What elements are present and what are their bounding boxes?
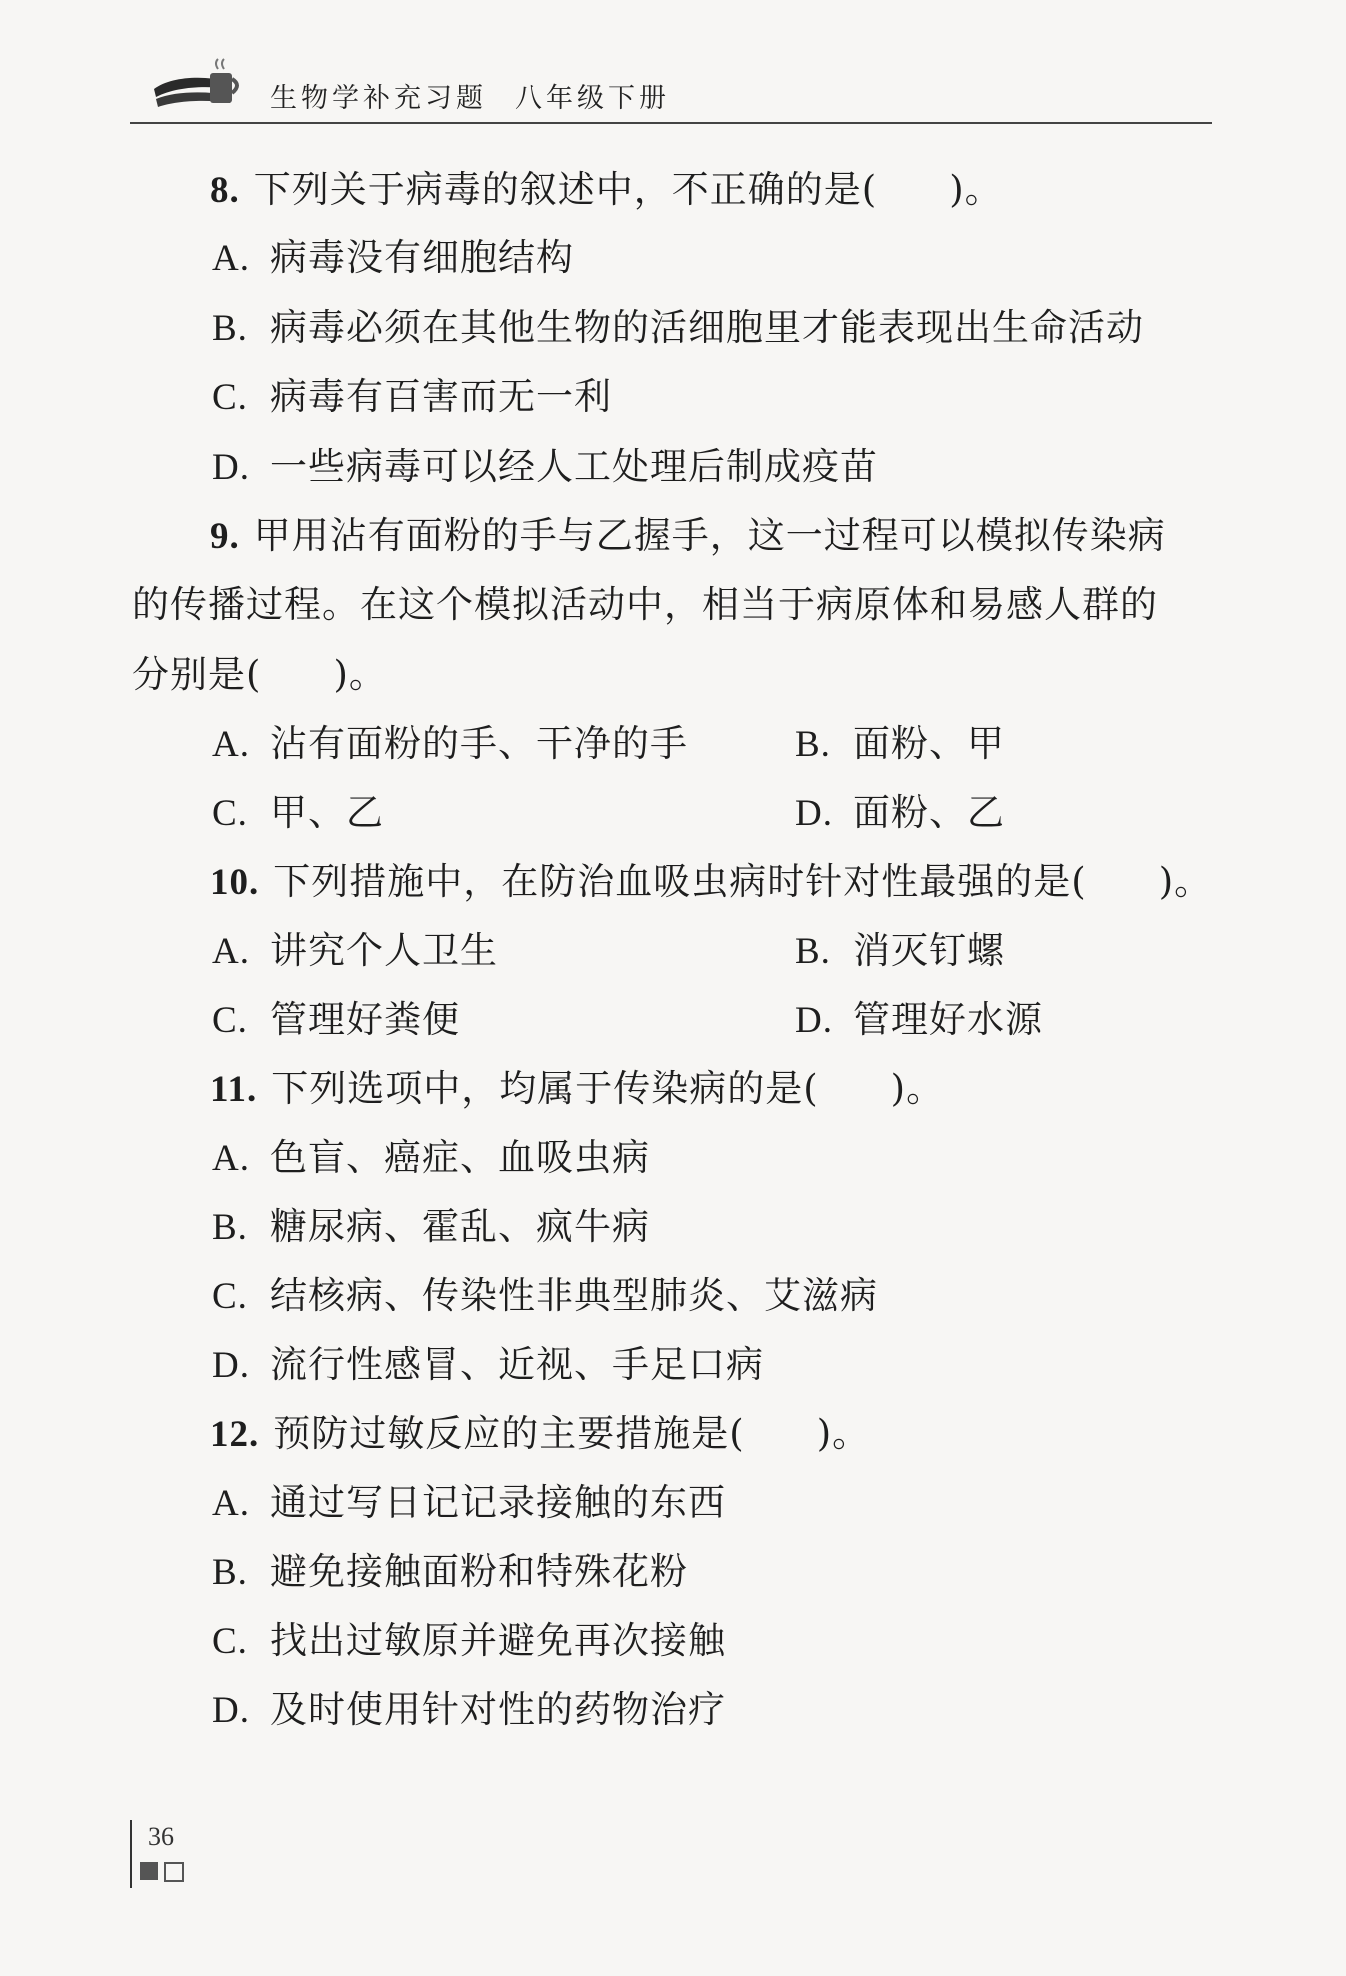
question-9-stem-line-1: 9. 甲用沾有面粉的手与乙握手，这一过程可以模拟传染病: [210, 514, 1166, 557]
question-8-option-c: C. 病毒有百害而无一利: [212, 375, 612, 418]
question-number: 12.: [210, 1414, 260, 1455]
question-number: 11.: [210, 1069, 258, 1110]
grade-volume: 八年级下册: [515, 83, 670, 114]
question-8-option-b: B. 病毒必须在其他生物的活细胞里才能表现出生命活动: [212, 306, 1144, 349]
question-8-option-d: D. 一些病毒可以经人工处理后制成疫苗: [212, 445, 878, 488]
question-11-option-a: A. 色盲、癌症、血吸虫病: [212, 1136, 650, 1179]
question-12-option-d: D. 及时使用针对性的药物治疗: [212, 1688, 726, 1731]
question-number: 8.: [210, 170, 240, 211]
empty-square-mark: [164, 1862, 184, 1882]
question-8-stem: 8. 下列关于病毒的叙述中，不正确的是( )。: [210, 168, 1003, 211]
books-and-cup-icon: [150, 55, 245, 117]
running-header: [270, 76, 670, 115]
page-number: 36: [148, 1822, 174, 1851]
question-11-option-d: D. 流行性感冒、近视、手足口病: [212, 1343, 764, 1386]
header-divider: [130, 122, 1212, 124]
question-number: 9.: [210, 516, 240, 557]
question-number: 10.: [210, 862, 260, 903]
footer-divider: [130, 1820, 132, 1888]
filled-square-mark: [140, 1862, 158, 1880]
question-9-option-b: B. 面粉、甲: [795, 722, 1005, 765]
question-11-stem: 11. 下列选项中，均属于传染病的是( )。: [210, 1067, 945, 1110]
question-10-option-b: B. 消灭钉螺: [795, 929, 1005, 972]
question-11-option-c: C. 结核病、传染性非典型肺炎、艾滋病: [212, 1274, 878, 1317]
question-10-stem: 10. 下列措施中，在防治血吸虫病时针对性最强的是( )。: [210, 860, 1213, 903]
question-10-option-c: C. 管理好粪便: [212, 998, 460, 1041]
question-12-option-b: B. 避免接触面粉和特殊花粉: [212, 1550, 688, 1593]
question-9-stem-line-3: 分别是( )。: [132, 653, 387, 696]
question-10-option-d: D. 管理好水源: [795, 998, 1043, 1041]
question-9-option-a: A. 沾有面粉的手、干净的手: [212, 722, 688, 765]
question-12-option-c: C. 找出过敏原并避免再次接触: [212, 1619, 726, 1662]
question-8-option-a: A. 病毒没有细胞结构: [212, 236, 574, 279]
book-title: 生物学补充习题: [270, 83, 487, 114]
question-10-option-a: A. 讲究个人卫生: [212, 929, 498, 972]
question-9-option-d: D. 面粉、乙: [795, 791, 1005, 834]
question-11-option-b: B. 糖尿病、霍乱、疯牛病: [212, 1205, 650, 1248]
question-12-stem: 12. 预防过敏反应的主要措施是( )。: [210, 1412, 871, 1455]
question-9-stem-line-2: 的传播过程。在这个模拟活动中，相当于病原体和易感人群的: [132, 583, 1158, 626]
question-12-option-a: A. 通过写日记记录接触的东西: [212, 1481, 726, 1524]
question-9-option-c: C. 甲、乙: [212, 791, 384, 834]
